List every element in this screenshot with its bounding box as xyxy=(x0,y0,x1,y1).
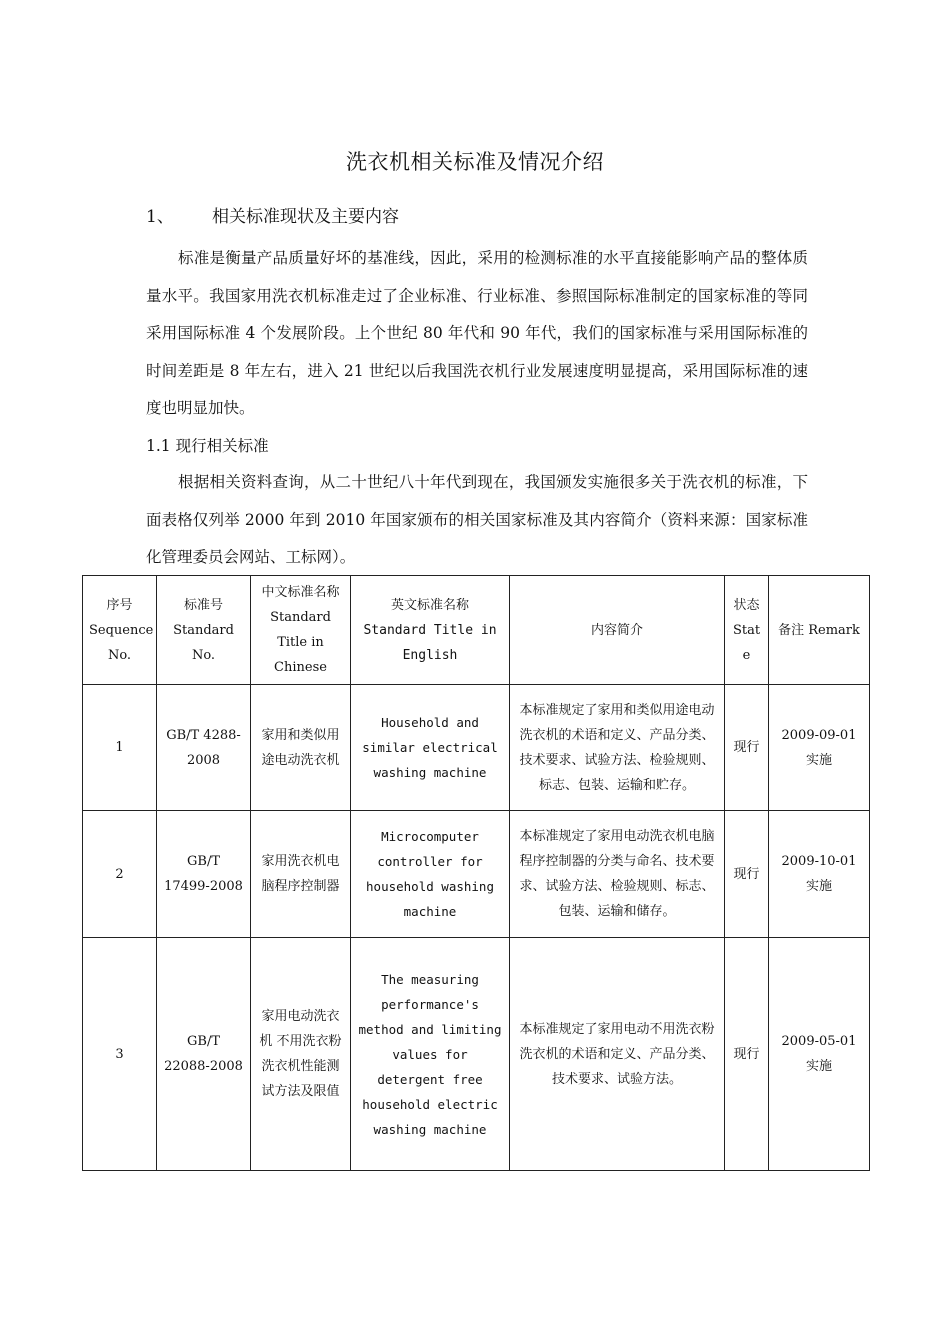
section-number: 1、 xyxy=(146,207,174,227)
cell-chinese-title: 家用洗衣机电脑程序控制器 xyxy=(251,811,351,938)
cell-standard-no: GB/T 22088-2008 xyxy=(157,938,251,1171)
header-remark: 备注 Remark xyxy=(769,576,870,685)
header-standard-no: 标准号 Standard No. xyxy=(157,576,251,685)
header-summary: 内容简介 xyxy=(510,576,725,685)
cell-english-title: Microcomputer controller for household washing machine xyxy=(351,811,510,938)
table-header-row xyxy=(83,576,870,685)
section-heading xyxy=(146,202,399,227)
cell-chinese-title: 家用电动洗衣机 不用洗衣粉洗衣机性能测试方法及限值 xyxy=(251,938,351,1171)
cell-sequence: 2 xyxy=(83,811,157,938)
table-row xyxy=(83,938,870,1171)
header-english-title: 英文标准名称 Standard Title in English xyxy=(351,576,510,685)
cell-remark: 2009-09-01 实施 xyxy=(769,685,870,811)
cell-summary: 本标准规定了家用电动不用洗衣粉洗衣机的术语和定义、产品分类、技术要求、试验方法。 xyxy=(510,938,725,1171)
table-row xyxy=(83,685,870,811)
cell-state: 现行 xyxy=(725,938,769,1171)
cell-english-title: The measuring performance's method and limiting values for detergent free household electric washing machine xyxy=(351,938,510,1171)
cell-state: 现行 xyxy=(725,811,769,938)
header-sequence: 序号 Sequence No. xyxy=(83,576,157,685)
cell-state: 现行 xyxy=(725,685,769,811)
cell-remark: 2009-05-01 实施 xyxy=(769,938,870,1171)
table-row xyxy=(83,811,870,938)
cell-summary: 本标准规定了家用和类似用途电动洗衣机的术语和定义、产品分类、技术要求、试验方法、检验规则、标志、包装、运输和贮存。 xyxy=(510,685,725,811)
cell-english-title: Household and similar electrical washing machine xyxy=(351,685,510,811)
cell-sequence: 3 xyxy=(83,938,157,1171)
section-title: 相关标准现状及主要内容 xyxy=(212,207,399,227)
standards-table xyxy=(82,575,870,1171)
intro-paragraph: 标准是衡量产品质量好坏的基准线，因此，采用的检测标准的水平直接能影响产品的整体质量水平。我国家用洗衣机标准走过了企业标准、行业标准、参照国际标准制定的国家标准的等同采用国际标准 4 个发展阶段。上个世纪 80 年代和 90 年代，我们的国家标准与采用国际标准的时间差距是 8 年左右，进入 21 世纪以后我国洗衣机行业发展速度明显提高，采用国际标准的速度也明显加快。 xyxy=(146,249,808,417)
cell-standard-no: GB/T 4288-2008 xyxy=(157,685,251,811)
header-state: 状态 State xyxy=(725,576,769,685)
cell-remark: 2009-10-01 实施 xyxy=(769,811,870,938)
subsection-heading: 1.1 现行相关标准 xyxy=(146,437,269,455)
cell-chinese-title: 家用和类似用途电动洗衣机 xyxy=(251,685,351,811)
header-chinese-title: 中文标准名称 Standard Title in Chinese xyxy=(251,576,351,685)
cell-sequence: 1 xyxy=(83,685,157,811)
standards-paragraph: 根据相关资料查询，从二十世纪八十年代到现在，我国颁发实施很多关于洗衣机的标准，下面表格仅列举 2000 年到 2010 年国家颁布的相关国家标准及其内容简介（资料来源：国家标准化管理委员会网站、工标网）。 xyxy=(146,473,808,566)
cell-summary: 本标准规定了家用电动洗衣机电脑程序控制器的分类与命名、技术要求、试验方法、检验规则、标志、包装、运输和储存。 xyxy=(510,811,725,938)
cell-standard-no: GB/T 17499-2008 xyxy=(157,811,251,938)
document-title: 洗衣机相关标准及情况介绍 xyxy=(346,150,604,174)
